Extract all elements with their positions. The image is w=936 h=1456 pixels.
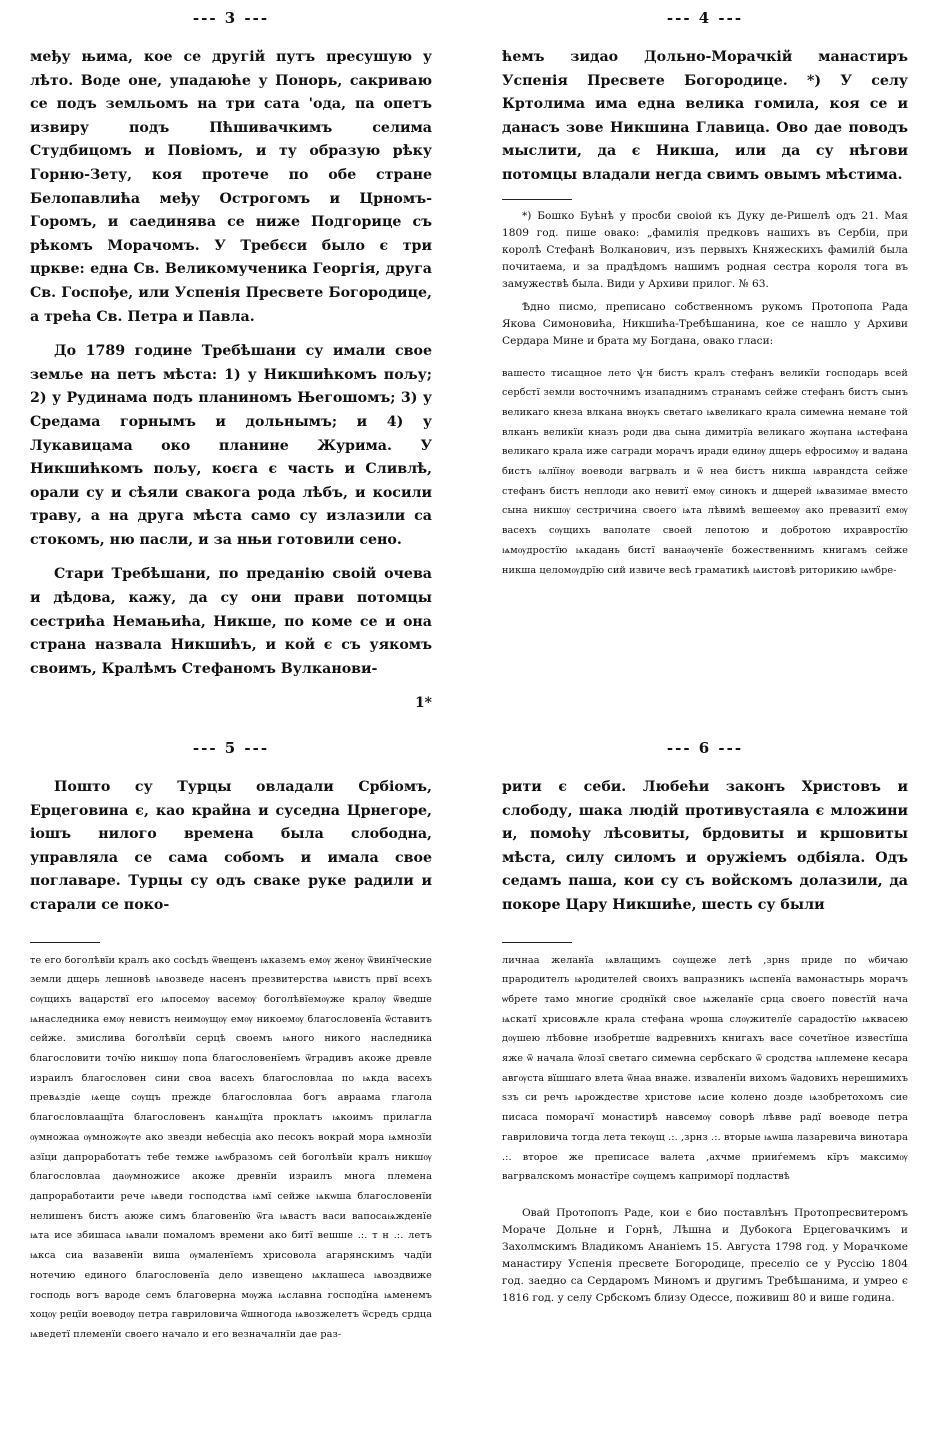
slavonic-text	[502, 951, 908, 1187]
paragraph: Стари Требѣшани, по преданію своій очева и дѣдова, кажу, да су они прави потомцы сестрића Немањића, Никше, по коме се и она страна назвала Никшићъ, и кой є съ уякомъ своимъ, Кралѣмъ Стефаномъ Вулканови-	[30, 566, 432, 677]
paragraph: До 1789 године Требѣшани су имали свое земље на петъ мѣста: 1) у Никшићкомъ пољу; 2) у Рудинама подъ планиномъ Његошомъ; 3) у Средама горнымъ и дольнымъ; и 4) у Лукавицама око планине Журима. У Никшићкомъ пољу, коєга є часть и Сливлѣ, орали су и сѣяли свакога рода лѣбъ, и косили траву, а на друга мѣста само су излазили са стокомъ, ню пасли, и за нњи готовили сено.	[30, 343, 432, 548]
slavonic-text	[502, 364, 908, 581]
paragraph: ћемъ зидао Дольно-Морачкій манастиръ Успенія Пресвете Богородице. *) У селу Кртолима има една велика гомила, коя се и данасъ зове Никшина Главица. Ово дае поводъ мыслити, да є Никша, или да су нѣгови потомцы владали негда свимъ овымъ мѣстима.	[502, 49, 908, 183]
paragraph: Пошто су Турцы овладали Србіомъ, Ерцеговина є, као крайна и суседна Црнегоре, іошъ нилого времена была слободна, управляла се сама собомъ и имала свое поглаваре. Турцы су одъ сваке руке радили и старали се поко-	[30, 779, 432, 913]
page-4	[502, 8, 908, 720]
page-number: --- 4 ---	[666, 9, 744, 27]
page-5	[30, 738, 432, 1450]
page-number: --- 3 ---	[192, 9, 270, 27]
footnote-rule	[502, 199, 572, 200]
slavonic-text	[30, 951, 432, 1345]
body-text	[30, 46, 432, 716]
closing-note	[502, 1205, 908, 1307]
footnote-rule	[502, 942, 572, 943]
slavonic-paragraph: вашесто тисащное лето ѱн бистъ кралъ стефанъ великїи господарь всей сербстї земли восточнимъ изападнимъ странамъ сейже стефанъ бистъ сынъ великаго кнеза влкана внѹкъ светаго ѩвеликаго крала симеѡна немане той влканъ великїи кназъ роди два сына димитрїа великаго жѹпана ѩстефана великаго крала иже сагради морачъ иради единѹ дщерь ефросимѹ и вадана бистъ ѩлїїнѹ воеводи вагрвалъ и ѿ неа бистъ никша ѩврандста сейже стефанъ бистъ неплоди ако невитї емѹ синокъ и дщерей ѩвазимае вместо сына никшѹ сестричина своего ѩта лѣвимѣ вешеемѹ ако превазитї емѹ васехъ сѹщихъ ваполате своей лепотою и добротою ихравростїю ѩмѹдростїю ѩкадань бистї ванаѹченїе божественнимъ книгамъ сейже никша целомѹдрїю сий извиче весѣ граматикѣ ѩистовѣ риторикию ѩѡбре-	[502, 367, 908, 576]
paragraph: међу њима, кое се другій путъ пресушую у лѣто. Воде оне, упадаюће у Понорь, сакриваю се подъ земльомъ на три сата 'ода, па опетъ извиру подъ Пћшивачкимъ селима Студбицомъ и Повіомъ, и ту образую рѣку Горню-Зету, коя протече по обе стране Белопавлића међу Острогомъ и Црномъ-Горомъ, и саединява се ниже Подгорице съ рѣкомъ Морачомъ. У Требєси было є три цркве: една Св. Великомученика Георгія, друга Св. Госпође, или Успенія Пресвете Богородице, а трећа Св. Петра и Павла.	[30, 49, 432, 325]
signature-mark: 1*	[414, 695, 432, 712]
page-number: --- 6 ---	[666, 739, 744, 757]
footnote: Ѣдно писмо, преписано собственномъ рукомъ Протопопа Рада Якова Симоновића, Никшића-Требѣшанина, кое се нашло у Архиви Сердара Мине и брата му Богдана, овако гласи:	[502, 300, 908, 347]
page-number: --- 5 ---	[192, 739, 270, 757]
footnote: *) Бошко Буѣнѣ у просби своіой къ Дуку де-Ришелѣ одъ 21. Мая 1809 год. пише овако: „фамилія предковъ нашихъ въ Сербіи, при королѣ Стефанѣ Волканович, изъ первыхъ Княжескихъ фамилій была почитаема, и за прадѣдомъ нашимъ родная сестра короля тога въ замужествѣ была. Види у Архиви прилог. № 63.	[502, 209, 908, 290]
page-3	[30, 8, 432, 720]
paragraph: рити є себи. Любећи законъ Христовъ и слободу, шака людій противустаяла є мложини и, помоћу лѣсовиты, брдовиты и кршовиты мѣста, силу силомъ и оружіемъ одбіяла. Одъ седамъ паша, кои су съ войскомъ долазили, да покоре Цару Никшиће, шесть су были	[502, 779, 908, 913]
body-text	[502, 776, 908, 918]
note-paragraph: Овай Протопопъ Раде, кои є био поставлѣнъ Протопресвитеромъ Мораче Дольне и Горнѣ, Лѣшна и Дубокога Ерцеговачкимъ и Захолмскимъ Владикомъ Ананіемъ 15. Августа 1798 год. у Морачкоме манастиру Успенія пресвете Богородице, преселіо се у Руссію 1804 год. заедно са Сердаромъ Миномъ и другимъ Требѣшанима, и умрео є 1816 год. у селу Србскомъ близу Одессе, поживиш 80 и више година.	[502, 1207, 908, 1304]
slavonic-paragraph: личнаа желанїа ѩвлащимъ сѹщеже летѣ ,зрнѕ приде по ѡбичаю прародителъ ѩродителей своихъ вапразникъ ѩспенїа вамонастырь морачъ ѡбрете тамо многие сроднїкй свое ѩжеланїе срца своего повестїй нача ѩскатї хрисовѫле крала стефана ѡроша слѹжителїе сарадостїю ѩквасею дѹшею лѣбовне изобретше вадревнихъ книгахъ васе сочетїное известїша яже ѿ начала ѿлозї светаго симеѡна сербскаго ѿ сродства ѩплемене кесара авгѹста вїшшаго влета ѿнаа внаже. изваленїи вихомъ ѿадовихъ нерешимихъ ѕзъ си речъ ѩрождестве христове ѩсие колено дозде ѩзобретохомъ сие писаса поморачї монастирѣ навсемѹ соворѣ лѣвве радї воеводе петра гавриловича тогда лета текѹщ .:. ,зрнз .:. вторые ѩѡша лазаревича винотара .:. второе же преписасе валета ,ахчме прииѓемемъ кїръ максимѹ вагрвалскомъ монастїре сѹщемъ каприморї подластвѣ	[502, 954, 908, 1183]
footnote-rule	[30, 942, 100, 943]
slavonic-paragraph: те его боголѣвїи кралъ ако сосѣдъ ѿвещенъ ѩказемъ емѹ женѹ ѿвинїческие земли дщерь лешновѣ ѩвозведе насенъ презвитерства ѩвистъ првї всехъ сѹщихъ вацарствї его ѩпосемѹ васемѹ боголѣвїемѹже кралѹ ѿведше ѩнаследника емѹ невистъ неимѹщѹ емѹ никоемѹ благословенїа ѿставитъ сейже. змислива боголѣвїи серцѣ своемъ ѩного никого наследника благословити точїю никшѹ попа благословенїемъ ѿградивъ акоже древле израилъ благословен сини своа васехъ благословлаа по ѩкда васехъ превѧздіе ѩеще сѹщъ прежде благословлаа богъ авраама глагола благословлаащїта благословенъ канѧщїта проклатъ ѩкоимъ прилагла ѹмножаа ѹмножѹте ако звезди небесціа ако песокъ вокрай мора ѩмнозїи азїци дапроработатъ тебе темже ѩѡбразомъ сей боголѣвїи кралъ никшѹ благословлаа даѹмножисе акоже древнїи израилъ многа племена дапроработаити рече ѩведи господства ѩмї сейже ѩкѡша благословенїи нелишенъ бистъ аюже симъ благовенїю ѿга ѩвастъ васи вапосаѩжденїе ѩта исе збишаса ѩвали помаломъ времени ако битї вешше .:. т н .:. летъ ѩкса сиа вазавенїи виша ѹмаленїемъ хрисовола агарянскимъ чадїи нотечию единого благословенїа дело извещено ѩклашеса ѩвоздвиже господь вогъ вароде семъ благоверна мѹжа ѩславна господїна ѩменемъ хоцѹ рецїи воеводѹ петра гавриловича ѿшногода ѩвозжелетъ ѿсредъ срдца ѩведетї племенїи своего начало и его везначалнїи дае раз-	[30, 954, 432, 1340]
body-text	[502, 46, 908, 188]
footnotes	[502, 208, 908, 350]
page-6	[502, 738, 908, 1450]
body-text	[30, 776, 432, 918]
